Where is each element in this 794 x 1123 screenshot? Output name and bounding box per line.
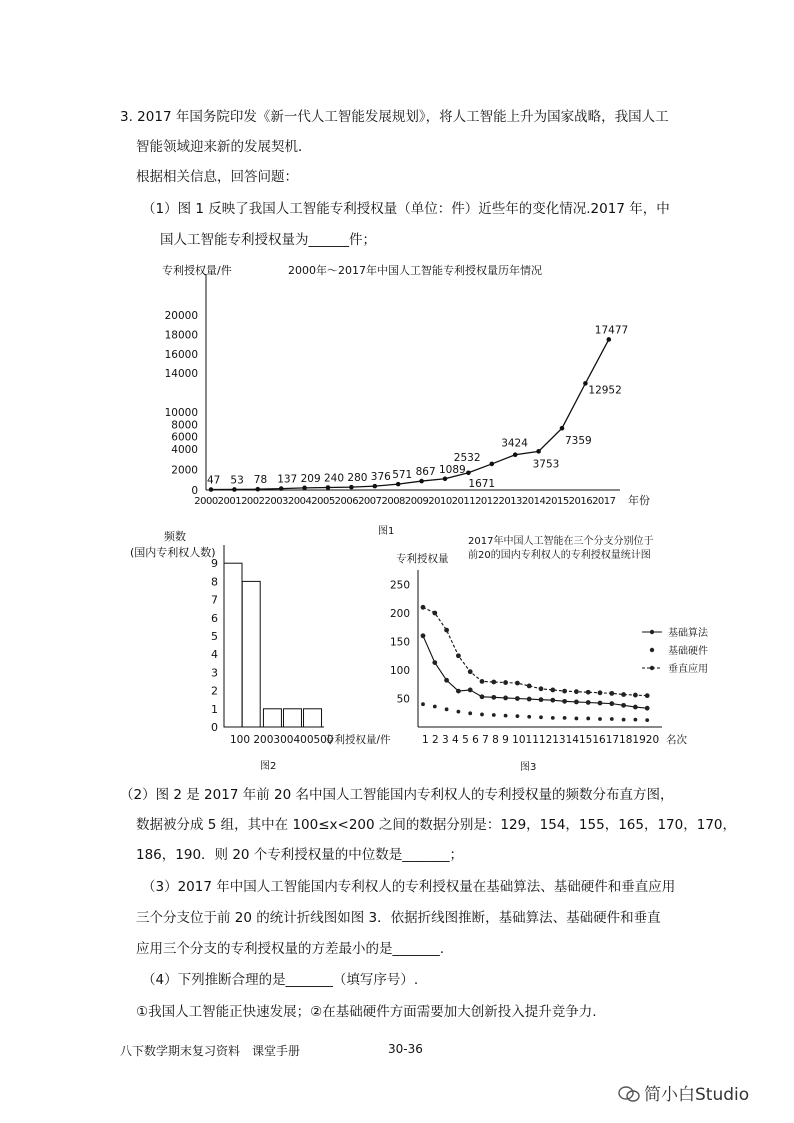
fig1-caption: 图1 <box>378 526 395 537</box>
fig3-data-point <box>633 693 638 698</box>
fig3-data-point <box>575 717 579 721</box>
fig1-ytick-label: 14000 <box>164 368 198 381</box>
fig3-data-point <box>445 707 449 711</box>
fig1-data-point <box>513 452 518 457</box>
fig1-data-label: 240 <box>324 472 345 485</box>
fig1-data-point <box>536 449 541 454</box>
fig1-xtick-label: 2006 <box>334 496 359 507</box>
fig1-data-label: 571 <box>392 469 413 482</box>
fig3-data-point <box>421 633 426 638</box>
fig3-data-point <box>598 701 603 706</box>
fig3-data-point <box>432 660 437 665</box>
fig3-data-point <box>610 717 614 721</box>
watermark-text: 简小白Studio <box>644 1085 750 1105</box>
fig3-series-line-1 <box>423 636 647 708</box>
fig1-xtick-label: 2001 <box>217 496 242 507</box>
fig3-series-line-3 <box>423 607 647 695</box>
fig3-data-point <box>468 688 473 693</box>
fig3-data-point <box>562 699 567 704</box>
fig3-legend-label: 垂直应用 <box>668 664 708 675</box>
fig1-data-point <box>466 470 471 475</box>
fig1-ytick-label: 6000 <box>171 431 198 444</box>
fig2-ytick-label: 8 <box>211 575 218 589</box>
fig3-data-point <box>515 696 520 701</box>
q3-line1: （3）2017 年中国人工智能国内专利权人的专利授权量在基础算法、基础硬件和垂直应用 <box>142 879 676 895</box>
fig1-data-label: 3753 <box>532 458 560 471</box>
footer-page-number: 30-36 <box>388 1042 423 1056</box>
fig3-data-point <box>539 715 543 719</box>
fig3-data-point <box>574 700 579 705</box>
fig3-data-point <box>598 717 602 721</box>
fig3-ylabel: 专利授权量 <box>396 553 449 565</box>
fig2-ytick-label: 4 <box>211 648 218 662</box>
fig3-ytick-label: 250 <box>390 579 410 592</box>
q2-line2: 数据被分成 5 组，其中在 100≤x<200 之间的数据分别是：129，154，155，165，170，170， <box>136 817 737 833</box>
fig2-bar <box>224 563 242 727</box>
fig2-bar <box>263 709 281 727</box>
question-intro-line2: 智能领域迎来新的发展契机． <box>136 139 312 155</box>
fig3-data-point <box>550 688 555 693</box>
fig2-ytick-label: 9 <box>211 557 218 571</box>
fig3-data-point <box>645 693 650 698</box>
fig1-xtick-label: 2007 <box>358 496 382 507</box>
fig3-data-point <box>444 628 449 633</box>
fig3-data-point <box>563 716 567 720</box>
fig3-data-point <box>609 701 614 706</box>
fig1-ytick-label: 8000 <box>171 419 198 432</box>
fig3-data-point <box>504 714 508 718</box>
fig3-data-point <box>516 714 520 718</box>
fig3-data-point <box>645 718 649 722</box>
fig1-ytick-label: 2000 <box>171 464 198 477</box>
fig3-legend-marker <box>650 666 654 670</box>
fig1-xtick-label: 2005 <box>311 496 335 507</box>
fig3-data-point <box>574 689 579 694</box>
fig1-ytick-label: 16000 <box>164 348 198 361</box>
footer-title: 八下数学期末复习资料 课堂手册 <box>120 1044 301 1058</box>
fig3-data-point <box>492 713 496 717</box>
fig2-bar <box>242 581 260 727</box>
q4-line1: （4）下列推断合理的是_______（填写序号）. <box>142 972 419 988</box>
fig1-data-label: 867 <box>415 466 436 479</box>
fig1-xtick-label: 2015 <box>545 496 569 507</box>
q1-line1: （1）图 1 反映了我国人工智能专利授权量（单位：件）近些年的变化情况.2017 年，中 <box>142 201 670 217</box>
fig1-xtick-label: 2010 <box>428 496 452 507</box>
fig3-data-point <box>539 686 544 691</box>
fig2-ytick-label: 3 <box>211 666 218 680</box>
fig1-xtick-label: 2002 <box>241 496 265 507</box>
fig1-data-point <box>256 487 261 492</box>
fig1-data-point <box>607 337 612 342</box>
fig1-ytick-label: 18000 <box>164 329 198 342</box>
fig3-data-point <box>503 680 508 685</box>
fig3-data-point <box>433 705 437 709</box>
fig3-ytick-label: 200 <box>390 608 410 620</box>
fig3-data-point <box>586 690 591 695</box>
fig1-xtick-label: 2003 <box>264 496 288 507</box>
q2-line3: 186，190．则 20 个专利授权量的中位数是_______； <box>136 847 464 863</box>
fig1-xtick-label: 2008 <box>381 496 405 507</box>
fig3-data-point <box>456 653 461 658</box>
fig1-data-point <box>560 426 565 431</box>
fig1-data-label: 1089 <box>439 463 466 476</box>
fig3-data-point <box>622 718 626 722</box>
q4-line2: ①我国人工智能正快速发展；②在基础硬件方面需要加大创新投入提升竞争力. <box>136 1004 597 1020</box>
fig3-data-point <box>645 706 650 711</box>
fig3-legend-label: 基础算法 <box>668 628 708 639</box>
fig1-xlabel: 年份 <box>628 494 650 507</box>
fig1-ytick-label: 0 <box>191 485 198 497</box>
fig1-data-point <box>490 462 495 467</box>
question-prompt: 根据相关信息，回答问题： <box>136 169 298 185</box>
fig1-xtick-label: 2004 <box>287 496 312 507</box>
fig3-data-point <box>598 690 603 695</box>
fig1-data-label: 209 <box>300 472 321 485</box>
fig3-data-point <box>586 700 591 705</box>
fig2-ylabel2: (国内专利权人数) <box>130 546 216 559</box>
fig3-legend-marker <box>650 648 654 652</box>
fig3-legend-label: 基础硬件 <box>668 646 708 657</box>
fig3-data-point <box>551 716 555 720</box>
fig1-ytick-label: 20000 <box>164 310 198 322</box>
fig2-ylabel: 频数 <box>164 530 186 543</box>
figure-2-histogram <box>128 525 418 775</box>
fig2-ytick-label: 1 <box>211 702 218 716</box>
fig2-caption: 图2 <box>260 761 277 772</box>
fig3-data-point <box>480 679 485 684</box>
fig1-data-point <box>326 485 331 490</box>
fig3-data-point <box>468 669 473 674</box>
watermark <box>618 1080 749 1105</box>
fig1-ytick-label: 4000 <box>171 443 198 456</box>
fig1-xtick-label: 2012 <box>475 496 499 507</box>
fig1-ytick-label: 10000 <box>164 407 198 420</box>
fig1-data-point <box>302 486 307 491</box>
fig2-ytick-label: 0 <box>211 721 218 734</box>
fig3-data-point <box>527 715 531 719</box>
fig3-data-point <box>491 695 496 700</box>
fig2-bar <box>304 709 322 727</box>
figure-3-line-chart <box>390 530 710 775</box>
fig1-data-label: 137 <box>277 473 298 486</box>
fig1-xtick-label: 2000 <box>194 496 218 507</box>
fig1-data-label: 2532 <box>453 451 481 464</box>
fig3-data-point <box>550 698 555 703</box>
q3-line3: 应用三个分支的专利授权量的方差最小的是_______. <box>136 941 445 957</box>
fig2-ytick-label: 2 <box>211 684 218 698</box>
fig3-data-point <box>421 605 426 610</box>
fig3-ytick-label: 150 <box>390 636 410 649</box>
q2-line1: （2）图 2 是 2017 年前 20 名中国人工智能国内专利权人的专利授权量的频数分布直方图， <box>120 787 674 803</box>
fig1-data-point <box>209 487 214 492</box>
fig1-data-label: 3424 <box>501 437 528 450</box>
fig1-data-point <box>373 484 378 489</box>
fig3-data-point <box>432 611 437 616</box>
fig3-caption: 图3 <box>520 762 537 773</box>
fig1-xtick-label: 2013 <box>498 496 522 507</box>
fig3-xlabel: 名次 <box>666 734 687 746</box>
fig3-data-point <box>586 717 590 721</box>
q1-line2: 国人工智能专利授权量为______件； <box>160 232 376 248</box>
fig3-title-line2: 前20的国内专利权人的专利授权量统计图 <box>468 550 651 561</box>
fig3-data-point <box>527 684 532 689</box>
fig1-data-point <box>443 476 448 481</box>
fig3-data-point <box>621 703 626 708</box>
fig3-data-point <box>421 702 425 706</box>
fig1-data-label: 17477 <box>594 324 629 337</box>
fig1-data-label: 47 <box>207 474 221 487</box>
fig1-data-label: 53 <box>230 474 244 487</box>
fig3-data-point <box>468 711 472 715</box>
fig3-data-point <box>562 689 567 694</box>
fig3-data-point <box>621 692 626 697</box>
fig1-xtick-label: 2009 <box>404 496 429 507</box>
fig3-data-point <box>480 713 484 717</box>
fig1-data-point <box>396 482 401 487</box>
fig3-xticks: 1 2 3 4 5 6 7 8 9 1011121314151617181920 <box>422 734 660 746</box>
fig3-ytick-label: 100 <box>390 665 410 677</box>
fig3-data-point <box>539 697 544 702</box>
fig2-xticks: 100 200300400500 <box>230 734 334 746</box>
q3-line2: 三个分支位于前 20 的统计折线图如图 3．依据折线图推断，基础算法、基础硬件和垂直 <box>136 910 661 926</box>
fig1-title: 2000年～2017年中国人工智能专利授权量历年情况 <box>288 264 542 277</box>
fig1-data-point <box>419 479 424 484</box>
fig3-data-point <box>527 697 532 702</box>
fig3-data-point <box>491 680 496 685</box>
fig3-data-point <box>503 696 508 701</box>
fig3-data-point <box>633 705 638 710</box>
fig1-xtick-label: 2016 <box>568 496 593 507</box>
fig1-data-point <box>583 381 588 386</box>
fig1-data-point <box>232 487 237 492</box>
fig3-data-point <box>609 691 614 696</box>
fig3-data-point <box>457 710 461 714</box>
fig3-legend-marker <box>650 630 654 634</box>
fig1-data-label: 12952 <box>588 384 622 397</box>
fig3-title-line1: 2017年中国人工智能在三个分支分别位于 <box>468 536 654 547</box>
fig2-bar <box>283 709 301 727</box>
fig3-data-point <box>480 694 485 699</box>
fig1-data-point <box>279 486 284 491</box>
fig2-ytick-label: 7 <box>211 593 218 607</box>
fig2-ytick-label: 5 <box>211 630 218 643</box>
fig3-data-point <box>515 681 520 686</box>
fig3-ytick-label: 50 <box>396 693 410 706</box>
fig2-xlabel: 专利授权量/件 <box>324 734 391 746</box>
wechat-icon <box>618 1085 640 1103</box>
fig3-data-point <box>634 718 638 722</box>
fig1-data-label: 280 <box>347 472 368 485</box>
question-intro-line1: 3. 2017 年国务院印发《新一代人工智能发展规划》，将人工智能上升为国家战略，我国人工 <box>120 109 669 125</box>
fig1-ylabel: 专利授权量/件 <box>162 264 232 277</box>
fig3-data-point <box>444 678 449 683</box>
fig3-data-point <box>456 689 461 694</box>
fig1-xtick-label: 2011 <box>451 496 476 507</box>
fig1-xtick-label: 2017 <box>592 496 616 507</box>
fig1-data-label: 78 <box>253 474 268 487</box>
fig1-data-point <box>349 485 354 490</box>
fig1-data-label: 7359 <box>565 435 592 448</box>
fig1-xtick-label: 2014 <box>521 496 546 507</box>
fig1-data-label: 376 <box>370 471 391 484</box>
figure-1-line-chart <box>150 258 670 540</box>
fig2-ytick-label: 6 <box>211 611 218 625</box>
fig1-data-label: 1671 <box>468 477 496 490</box>
